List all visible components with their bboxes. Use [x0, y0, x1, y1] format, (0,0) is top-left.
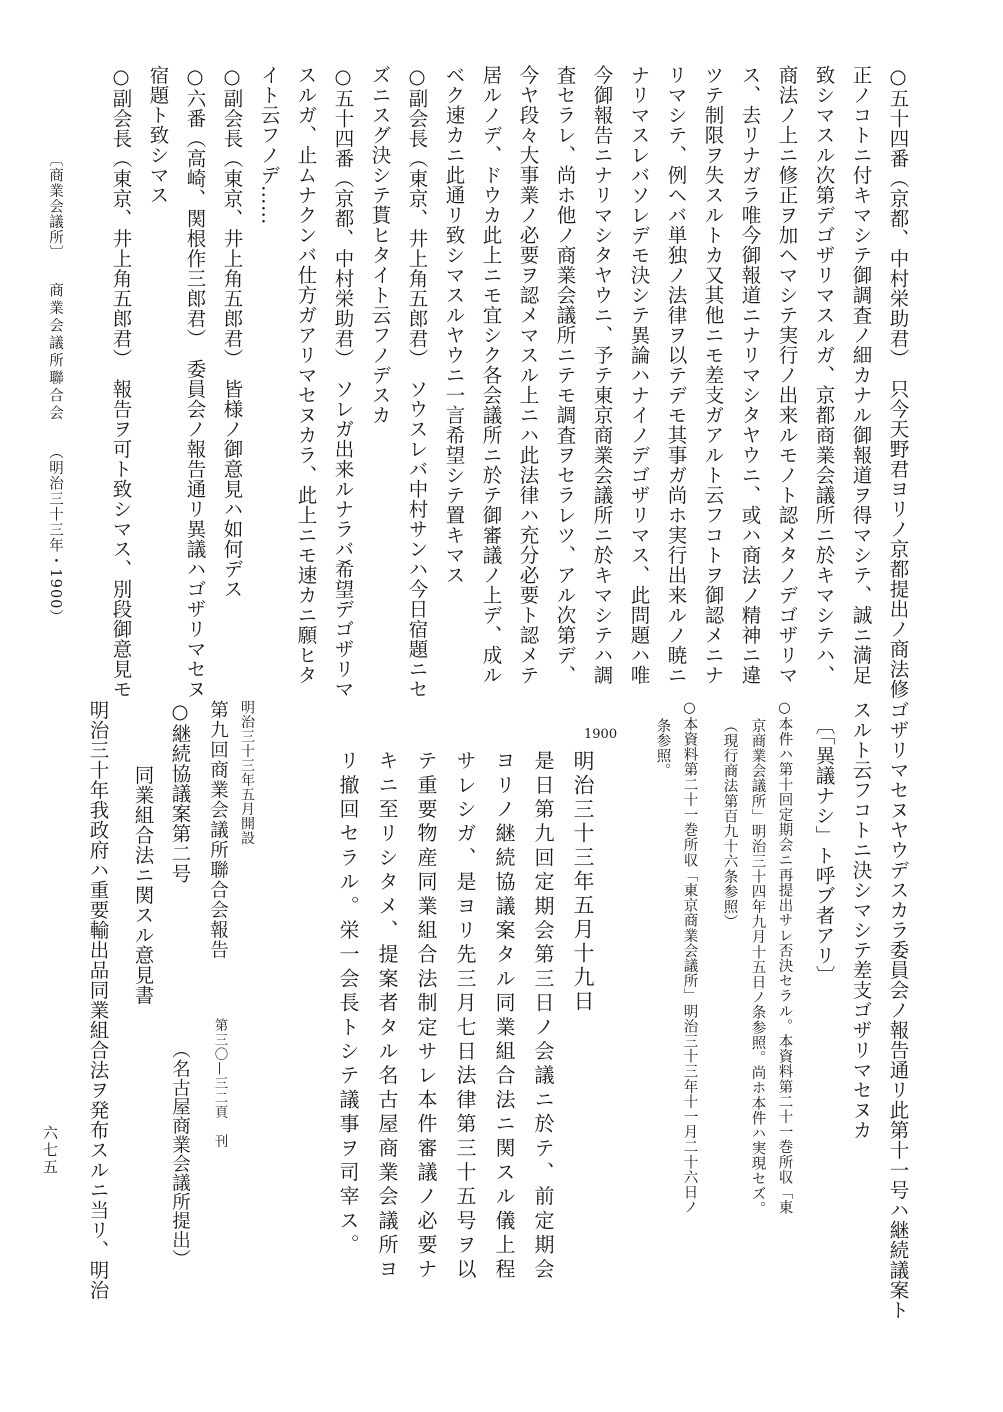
upper-line: スルガ、止ムナクンバ仕方ガアリマセヌカラ、此上ニモ速カニ願ヒタ	[294, 65, 318, 685]
upper-line: 正ノコトニ付キマシテ御調査ノ細カナル御報道ヲ得マシテ、誠ニ満足	[849, 65, 873, 685]
entry-line: 是日第九回定期会第三日ノ会議ニ於テ、前定期会	[531, 750, 555, 1283]
entry-line: ヨリノ継続協議案タル同業組合法ニ関スル儀上程	[492, 750, 516, 1283]
report-pages: 第三〇—三二頁 刊	[211, 1018, 228, 1149]
upper-line: 査セラレ、尚ホ他ノ商業会議所ニテモ調査ヲセラレツ、アル次第デ、	[553, 65, 577, 685]
upper-line: 今ヤ段々大事業ノ必要ヲ認メマスル上ニハ此法律ハ充分必要ト認メテ	[516, 65, 540, 685]
upper-line: ○六番（高崎、関根作三郎君） 委員会ノ報告通リ異議ハゴザリマセヌ	[183, 65, 207, 699]
entry-date: 明治三十三年五月十九日	[571, 750, 595, 1014]
upper-line: イト云フノデ……	[257, 65, 281, 225]
editor-note: ○本資料第二十一巻所収「東京商業会議所」明治三十三年十一月二十六日ノ	[681, 700, 698, 1215]
entry-line: テ重要物産同業組合法制定サレ本件審議ノ必要ナ	[414, 750, 438, 1283]
upper-line: リマシテ、例ヘバ単独ノ法律ヲ以テデモ其事ガ尚ホ実行出来ルノ暁ニ	[664, 65, 688, 685]
page-number: 六七五	[41, 1125, 59, 1176]
upper-line: ○五十四番（京都、中村栄助君） 只今天野君ヨリノ京都提出ノ商法修	[886, 65, 910, 699]
year-label: 1900	[584, 727, 618, 742]
editor-note: 京商業会議所」明治三十四年九月十五日ノ条参照。尚ホ本件ハ実現セズ。	[749, 718, 766, 1217]
running-head-center: 商業会議所聯合会	[47, 282, 63, 423]
upper-line: ツテ制限ヲ失スルトカ又其他ニモ差支ガアルト云フコトヲ御認メニナ	[701, 65, 725, 685]
upper-line: ス、去リナガラ唯今御報道ニナリマシタヤウニ、或ハ商法ノ精神ニ違	[738, 65, 762, 685]
running-head-right: （明治三十三年・1900）	[47, 444, 63, 625]
continuation-line: ゴザリマセヌヤウデスカラ委員会ノ報告通リ此第十一号ハ継続議案ト	[886, 700, 910, 1320]
entry-line: キニ至リシタメ、提案者タル名古屋商業会議所ヨ	[375, 750, 399, 1283]
editor-note: ○本件ハ第十回定期会ニ再提出サレ否決セラル。本資料第二十一巻所収「東	[776, 700, 793, 1215]
upper-line: ズニスグ決シテ貰ヒタイト云フノデスカ	[368, 65, 392, 425]
entry-line: サレシガ、是ヨリ先三月七日法律第三十五号ヲ以	[453, 750, 477, 1283]
proposal-subject: 同業組合法ニ関スル意見書	[131, 765, 155, 1005]
running-head-left: 〔商業会議所〕	[47, 152, 63, 261]
upper-line: ○五十四番（京都、中村栄助君） ソレガ出来ルナラバ希望デゴザリマ	[331, 65, 355, 699]
continuation-line: スルト云フコトニ決シマシテ差支ゴザリマセヌカ	[849, 700, 873, 1140]
interjection: 〔「異議ナシ」ト呼ブ者アリ〕	[812, 715, 836, 986]
upper-line: 宿題ト致シマス	[146, 65, 170, 205]
proposal-number: ○継続協議案第二号	[168, 700, 192, 884]
entry-line: リ撤回セラル。栄一会長トシテ議事ヲ司宰ス。	[336, 750, 360, 1259]
upper-line: ナリマスレバソレデモ決シテ異論ハナイノデゴザリマス、此問題ハ唯	[627, 65, 651, 685]
upper-line: ○副会長（東京、井上角五郎君） 皆様ノ御意見ハ如何デス	[220, 65, 244, 599]
upper-line: 商法ノ上ニ修正ヲ加ヘマシテ実行ノ出来ルモノト認メタノデゴザリマ	[775, 65, 799, 685]
upper-line: 今御報告ニナリマシタヤウニ、予テ東京商業会議所ニ於キマシテハ調	[590, 65, 614, 685]
running-head	[40, 152, 63, 625]
editor-note: 条参照。	[654, 718, 671, 779]
upper-line: 居ルノデ、ドウカ此上ニモ宜シク各会議所ニ於テ御審議ノ上デ、成ル	[479, 65, 503, 685]
report-title: 第九回商業会議所聯合会報告	[207, 700, 229, 960]
upper-line: ○副会長（東京、井上角五郎君） ソウスレバ中村サンハ今日宿題ニセ	[405, 65, 429, 699]
proposal-text: 明治三十年我政府ハ重要輸出品同業組合法ヲ発布スルニ当リ、明治	[86, 700, 110, 1300]
editor-note: （現行商法第百九十六条参照）	[721, 718, 738, 930]
upper-line: ○副会長（東京、井上角五郎君） 報告ヲ可ト致シマス、別段御意見モ	[109, 65, 133, 699]
proposal-submitter: （名古屋商業会議所提出）	[169, 1040, 191, 1268]
upper-line: ベク速カニ此通リ致シマスルヤウニ一言希望シテ置キマス	[442, 65, 466, 585]
upper-line: 致シマスル次第デゴザリマスルガ、京都商業会議所ニ於キマシテハ、	[812, 65, 836, 685]
report-date-line: 明治三十三年五月開設	[239, 700, 255, 845]
